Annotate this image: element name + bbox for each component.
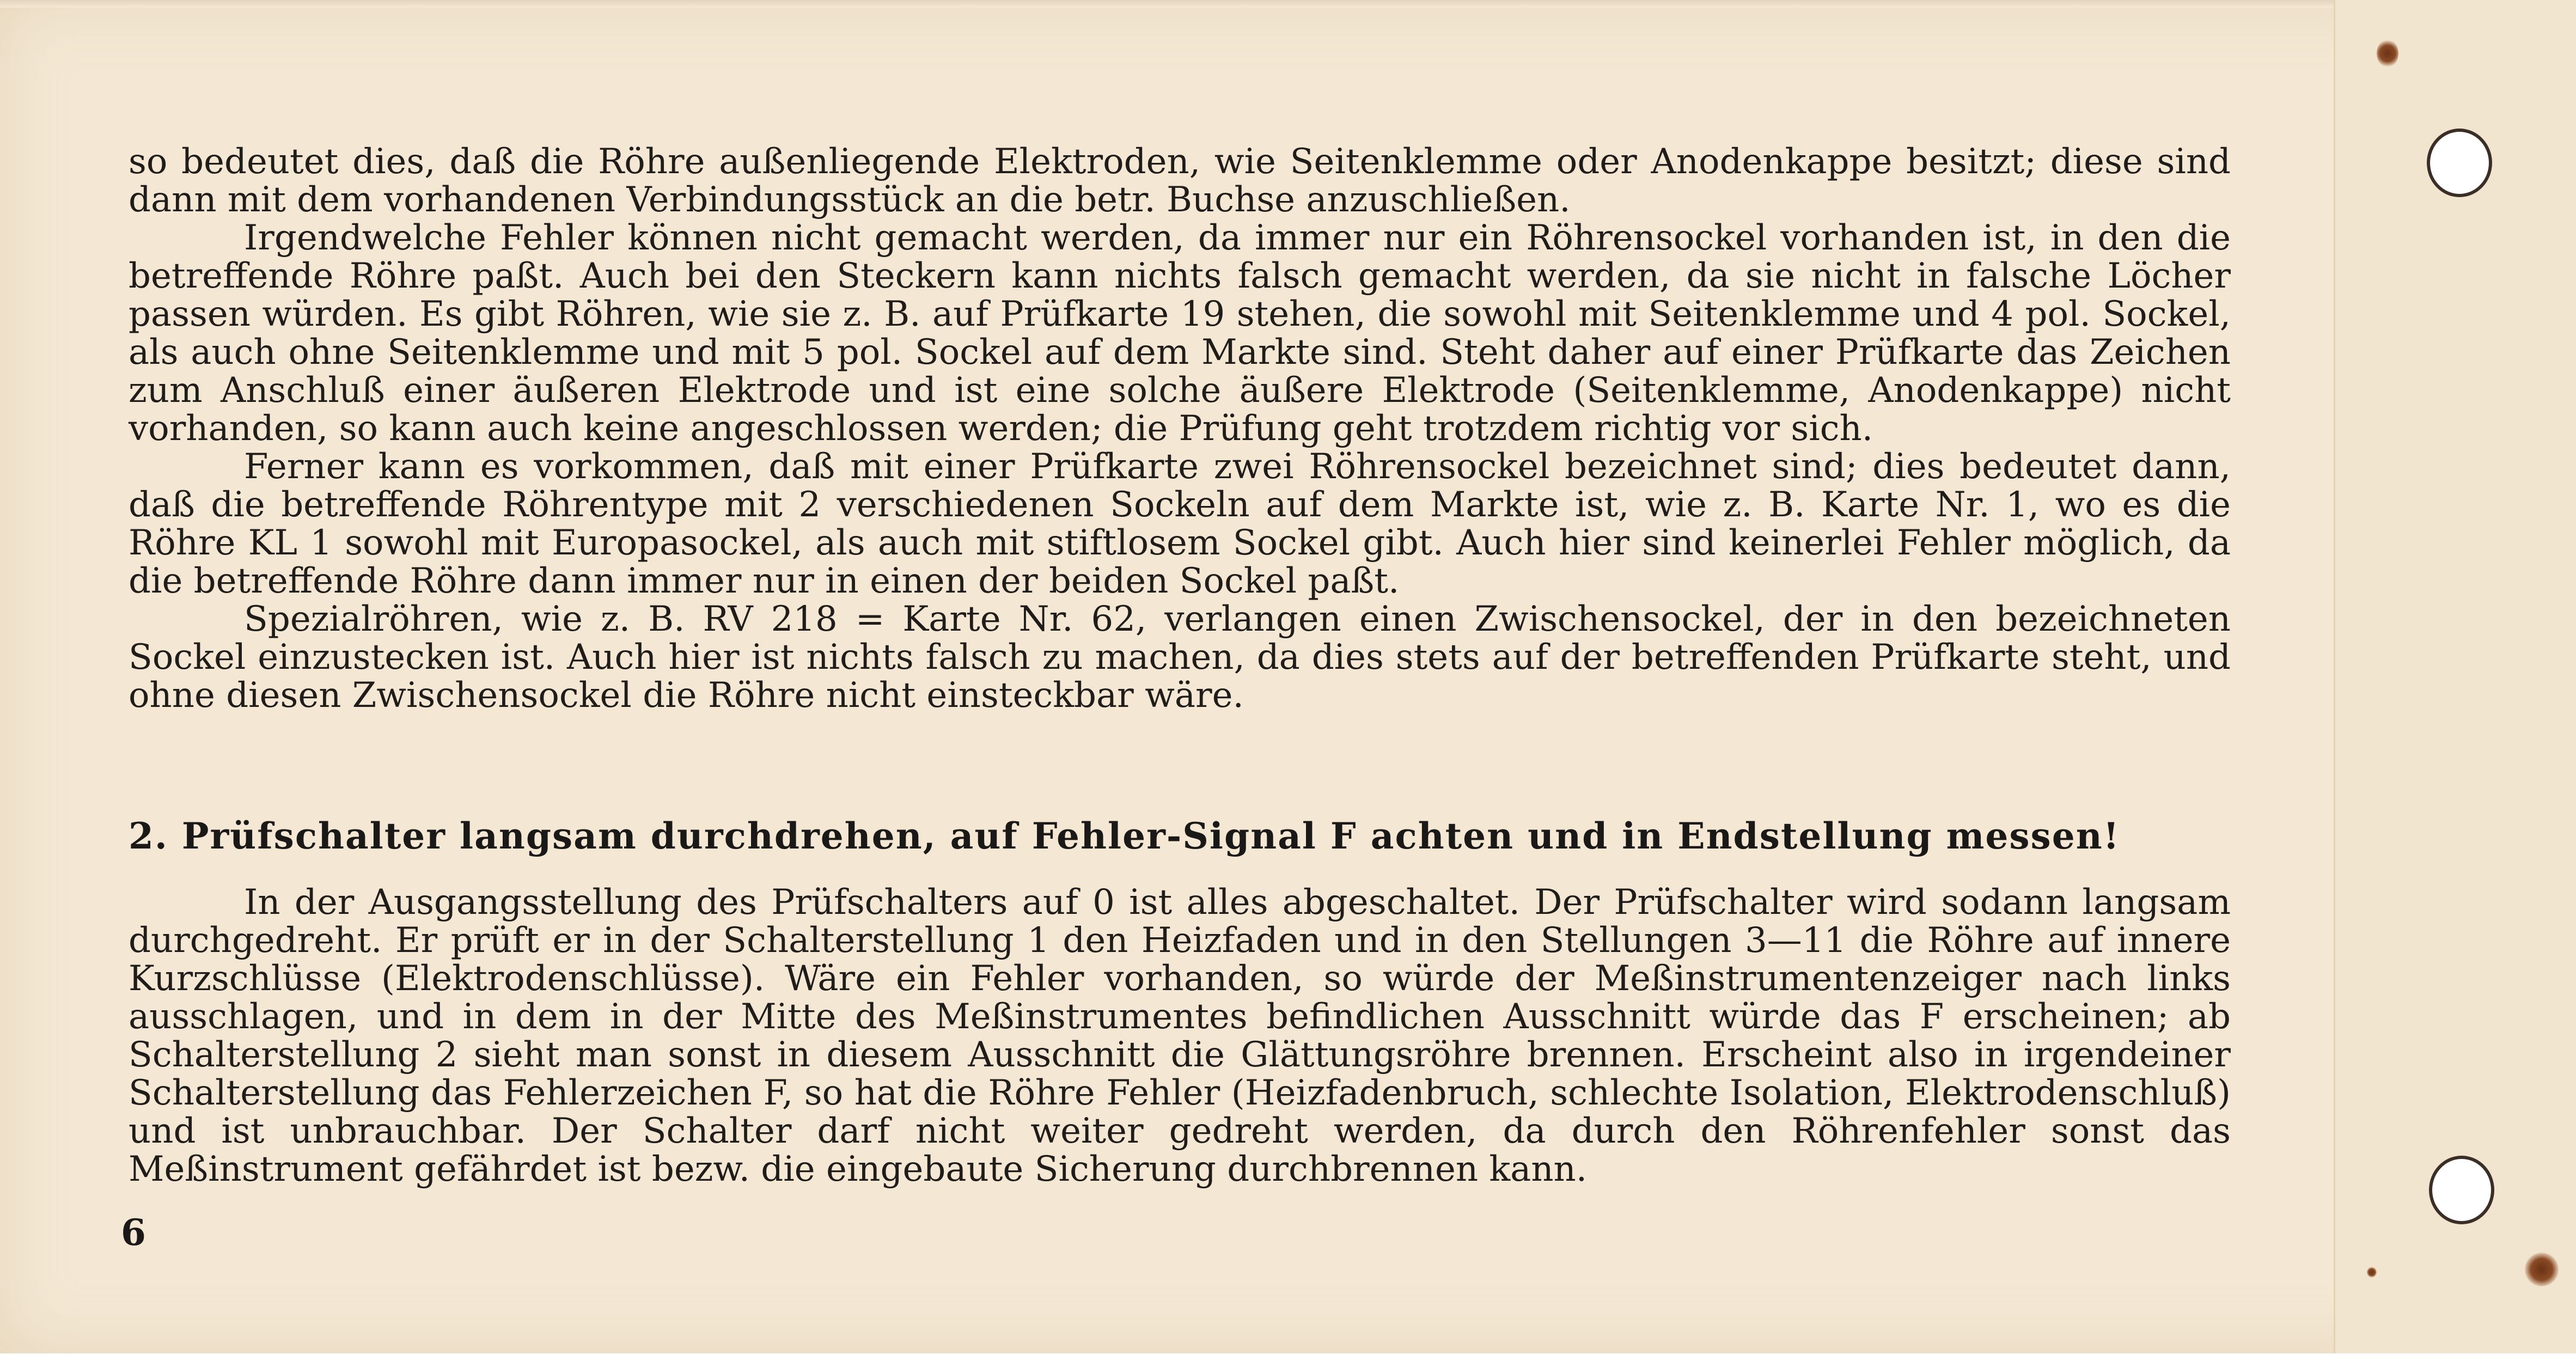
page-top-edge bbox=[0, 0, 2576, 8]
fold-line bbox=[2334, 0, 2335, 1353]
rust-stain-small bbox=[2367, 1267, 2377, 1278]
rust-stain-top bbox=[2377, 39, 2398, 68]
paragraph: Ferner kann es vorkommen, daß mit einer Prüfkarte zwei Röhrensockel bezeichnet sind; dies bedeutet dann, daß die betreffende Röhrentype mit 2 verschiedenen Sockeln auf dem Markte ist, wie z. B. Karte Nr. 1, wo es die Röhre KL 1 sowohl mit Europasockel, als auch mit stiftlosem Sockel gibt. Auch hier sind keinerlei Fehler möglich, da die betreffende Röhre dann immer nur in einen der beiden Sockel paßt. bbox=[129, 447, 2231, 601]
paragraph: In der Ausgangsstellung des Prüfschalters auf 0 ist alles abgeschaltet. Der Prüfschalter wird sodann langsam durchgedreht. Er prüft er in der Schalterstellung 1 den Heizfaden und in den Stellungen 3—11 die Röhre auf innere Kurzschlüsse (Elektrodenschlüsse). Wäre ein Fehler vorhanden, so würde der Meßinstrumentenzeiger nach links ausschlagen, und in dem in der Mitte des Meßinstrumentes befindlichen Ausschnitt würde das F erscheinen; ab Schalterstellung 2 sieht man sonst in diesem Ausschnitt die Glättungsröhre brennen. Erscheint also in irgendeiner Schalterstellung das Fehlerzeichen F, so hat die Röhre Fehler (Heizfadenbruch, schlechte Isolation, Elektrodenschluß) und ist unbrauchbar. Der Schalter darf nicht weiter gedreht werden, da durch den Röhrenfehler sonst das Meßinstrument gefährdet ist bezw. die eingebaute Sicherung durchbrennen kann. bbox=[129, 882, 2231, 1189]
punch-hole-top bbox=[2427, 129, 2492, 197]
paragraph: Spezialröhren, wie z. B. RV 218 = Karte Nr. 62, verlangen einen Zwischensockel, der in den bezeichneten Sockel einzustecken ist. Auch hier ist nichts falsch zu machen, da dies stets auf der betreffenden Prüfkarte steht, und ohne diesen Zwischensockel die Röhre nicht einsteckbar wäre. bbox=[129, 599, 2231, 716]
paragraph: Irgendwelche Fehler können nicht gemacht werden, da immer nur ein Röhrensockel vorhanden ist, in den die betreffende Röhre paßt. Auch bei den Steckern kann nichts falsch gemacht werden, da sie nicht in falsche Löcher passen würden. Es gibt Röhren, wie sie z. B. auf Prüfkarte 19 stehen, die sowohl mit Seitenklemme und 4 pol. Sockel, als auch ohne Seitenklemme und mit 5 pol. Sockel auf dem Markte sind. Steht daher auf einer Prüfkarte das Zeichen zum Anschluß einer äußeren Elektrode und ist eine solche äußere Elektrode (Seitenklemme, Anodenkappe) nicht vorhanden, so kann auch keine angeschlossen werden; die Prüfung geht trotzdem richtig vor sich. bbox=[129, 218, 2231, 449]
punch-hole-bottom bbox=[2429, 1156, 2494, 1224]
section-1-text bbox=[129, 143, 2231, 715]
binding-strip bbox=[2334, 0, 2576, 1353]
section-2-text bbox=[129, 883, 2231, 1188]
paragraph: so bedeutet dies, daß die Röhre außenliegende Elektroden, wie Seitenklemme oder Anodenkappe besitzt; diese sind dann mit dem vorhandenen Verbindungsstück an die betr. Buchse anzuschließen. bbox=[129, 142, 2231, 220]
rust-stain-bottom bbox=[2525, 1253, 2559, 1286]
page-number: 6 bbox=[121, 1211, 146, 1254]
section-2-heading: 2. Prüfschalter langsam durchdrehen, auf Fehler-Signal F achten und in Endstellung messen! bbox=[129, 815, 2120, 857]
